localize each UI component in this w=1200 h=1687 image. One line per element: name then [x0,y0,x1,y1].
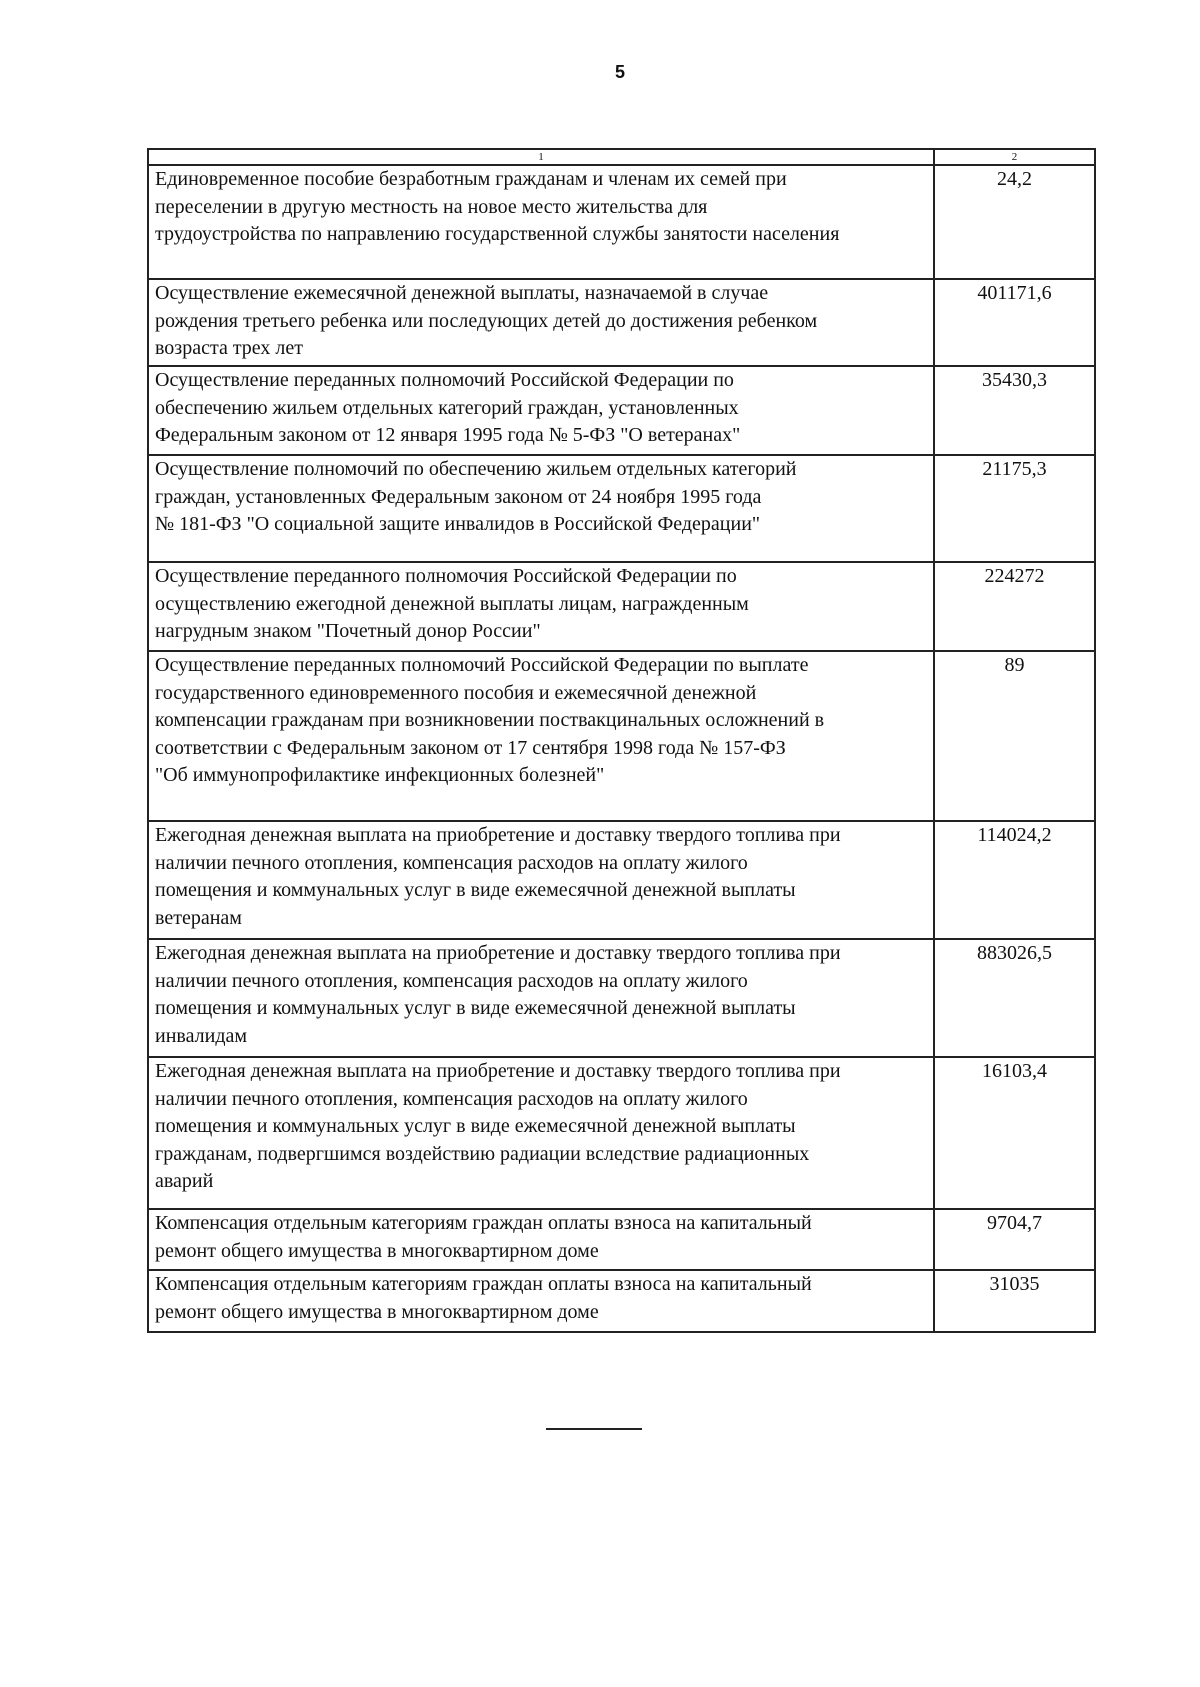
row-amount: 35430,3 [934,366,1095,455]
row-description [148,366,934,455]
description-line: соответствии с Федеральным законом от 17 сентября 1998 года № 157-ФЗ [155,736,786,759]
description-line: помещения и коммунальных услуг в виде ежемесячной денежной выплаты [155,879,796,901]
row-description [148,939,934,1057]
row-amount: 16103,4 [934,1057,1095,1209]
description-line: государственного единовременного пособия и ежемесячной денежной [155,681,757,704]
table-row [148,1057,1095,1209]
description-line: граждан, установленных Федеральным законом от 24 ноября 1995 года [155,485,762,508]
description-line: Федеральным законом от 12 января 1995 года № 5-ФЗ "О ветеранах" [155,424,741,446]
page-number: 5 [614,62,625,82]
table-row [148,366,1095,455]
row-amount: 9704,7 [934,1209,1095,1270]
row-description [148,1270,934,1332]
row-description [148,1209,934,1270]
row-amount: 24,2 [934,165,1095,279]
description-line: обеспечению жильем отдельных категорий граждан, установленных [155,396,739,419]
table-row [148,455,1095,562]
description-line: аварий [155,1170,214,1192]
description-line: Ежегодная денежная выплата на приобретение и доставку твердого топлива при [155,824,841,846]
row-description [148,651,934,821]
description-line: помещения и коммунальных услуг в виде ежемесячной денежной выплаты [155,1115,796,1137]
description-line: Ежегодная денежная выплата на приобретение и доставку твердого топлива при [155,942,841,964]
description-line: Осуществление переданных полномочий Российской Федерации по [155,369,734,391]
description-line: Осуществление полномочий по обеспечению жильем отдельных категорий [155,458,797,480]
description-line: наличии печного отопления, компенсация расходов на оплату жилого [155,851,748,874]
row-amount: 883026,5 [934,939,1095,1057]
description-line: Компенсация отдельным категориям граждан оплаты взноса на капитальный [155,1273,812,1295]
row-amount: 114024,2 [934,821,1095,939]
row-description [148,821,934,939]
description-line: возраста трех лет [155,337,304,359]
column-number-2: 2 [934,149,1095,165]
budget-table [147,148,1096,1333]
column-number-1: 1 [148,149,934,165]
description-line: инвалидам [155,1024,248,1047]
row-description [148,165,934,279]
description-line: Компенсация отдельным категориям граждан оплаты взноса на капитальный [155,1212,812,1234]
description-line: гражданам, подвергшимся воздействию радиации вследствие радиационных [155,1142,810,1165]
row-description [148,562,934,651]
row-description [148,279,934,366]
description-line: трудоустройства по направлению государственной службы занятости населения [155,223,840,245]
end-rule-divider [546,1428,642,1430]
description-line: ремонт общего имущества в многоквартирном доме [155,1239,599,1262]
description-line: помещения и коммунальных услуг в виде ежемесячной денежной выплаты [155,997,796,1019]
row-description [148,1057,934,1209]
description-line: рождения третьего ребенка или последующих детей до достижения ребенком [155,309,818,332]
description-line: осуществлению ежегодной денежной выплаты лицам, награжденным [155,592,749,615]
table-row [148,651,1095,821]
table-row [148,562,1095,651]
description-line: ветеранам [155,906,242,929]
table-header-row [148,149,1095,165]
description-line: "Об иммунопрофилактике инфекционных болезней" [155,764,605,786]
table-row [148,165,1095,279]
description-line: № 181-ФЗ "О социальной защите инвалидов в Российской Федерации" [155,513,761,535]
description-line: компенсации гражданам при возникновении поствакцинальных осложнений в [155,709,825,731]
description-line: наличии печного отопления, компенсация расходов на оплату жилого [155,1087,748,1110]
description-line: Осуществление переданных полномочий Российской Федерации по выплате [155,654,809,676]
description-line: нагрудным знаком "Почетный донор России" [155,620,541,642]
row-amount: 89 [934,651,1095,821]
row-amount: 224272 [934,562,1095,651]
description-line: Осуществление ежемесячной денежной выплаты, назначаемой в случае [155,282,769,304]
row-description [148,455,934,562]
description-line: наличии печного отопления, компенсация расходов на оплату жилого [155,969,748,992]
row-amount: 21175,3 [934,455,1095,562]
description-line: Ежегодная денежная выплата на приобретение и доставку твердого топлива при [155,1060,841,1082]
description-line: переселении в другую местность на новое место жительства для [155,195,708,218]
row-amount: 31035 [934,1270,1095,1332]
description-line: ремонт общего имущества в многоквартирном доме [155,1300,599,1323]
description-line: Единовременное пособие безработным гражданам и членам их семей при [155,168,787,190]
table-row [148,279,1095,366]
description-line: Осуществление переданного полномочия Российской Федерации по [155,565,737,587]
table-row [148,1209,1095,1270]
table-row [148,1270,1095,1332]
row-amount: 401171,6 [934,279,1095,366]
table-row [148,821,1095,939]
table-row [148,939,1095,1057]
